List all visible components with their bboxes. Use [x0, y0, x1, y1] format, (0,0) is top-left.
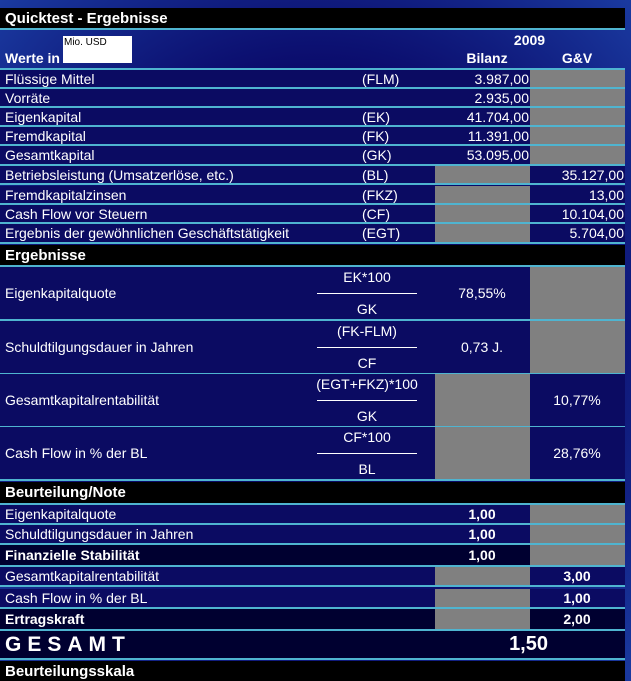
ratio-guv-value: 10,77% [553, 392, 601, 408]
ratio-guv-value [530, 321, 625, 373]
row-abbr: (FK) [362, 127, 390, 144]
guv-value[interactable] [530, 70, 625, 87]
grade-row [0, 567, 625, 587]
ratio-bilanz-value: 0,73 J. [460, 339, 504, 355]
input-row [0, 166, 625, 185]
year-label: 2009 [513, 32, 546, 48]
ratio-formula [317, 427, 417, 479]
formula-denominator: CF [357, 355, 377, 371]
section-beurteilung [0, 482, 625, 505]
formula-fraction-line [317, 453, 417, 454]
gesamt-label: GESAMT [5, 632, 131, 656]
ratio-label: Cash Flow in % der BL [5, 445, 148, 461]
bilanz-value[interactable] [435, 186, 530, 203]
bilanz-value[interactable]: 11.391,00 [467, 127, 529, 144]
row-label: Fremdkapitalzinsen [5, 186, 127, 203]
guv-value[interactable]: 10.104,00 [561, 205, 624, 222]
row-abbr: (GK) [362, 147, 392, 163]
grade-row [0, 609, 625, 631]
ratio-label: Gesamtkapitalrentabilität [5, 392, 160, 408]
guv-value[interactable]: 5.704,00 [569, 225, 624, 241]
grade-bilanz [435, 567, 530, 585]
input-row [0, 146, 625, 166]
grade-guv: 2,00 [563, 611, 591, 627]
formula-fraction-line [317, 293, 417, 294]
formula-numerator: (EGT+FKZ)*100 [316, 376, 418, 392]
input-row [0, 89, 625, 108]
grade-row [0, 589, 625, 609]
row-label: Gesamtkapital [5, 147, 95, 163]
title-bar [0, 8, 625, 30]
row-abbr: (EGT) [362, 225, 401, 241]
grade-label: Finanzielle Stabilität [5, 547, 140, 563]
formula-fraction-line [317, 400, 417, 401]
grade-bilanz [435, 589, 530, 607]
formula-denominator: GK [356, 301, 378, 317]
guv-value[interactable] [530, 146, 625, 164]
guv-value[interactable] [530, 108, 625, 125]
ratio-label: Schuldtilgungsdauer in Jahren [5, 339, 194, 355]
input-row [0, 108, 625, 127]
guv-value[interactable]: 13,00 [588, 186, 624, 203]
grade-label: Eigenkapitalquote [5, 506, 117, 522]
ratio-formula [317, 267, 417, 319]
row-label: Vorräte [5, 89, 51, 106]
ratio-guv-value [530, 267, 625, 319]
grade-row [0, 525, 625, 545]
row-abbr: (FLM) [362, 70, 400, 87]
formula-denominator: GK [356, 408, 378, 424]
grade-bilanz [435, 609, 530, 629]
ratio-bilanz-value [435, 374, 530, 426]
guv-value[interactable] [530, 89, 625, 106]
formula-numerator: CF*100 [343, 429, 391, 445]
ratio-row [0, 321, 625, 375]
guv-value[interactable] [530, 127, 625, 144]
werte-in-label: Werte in [5, 50, 60, 66]
row-label: Fremdkapital [5, 127, 86, 144]
bilanz-value[interactable]: 2.935,00 [474, 89, 529, 106]
section-title: Beurteilungsskala [5, 662, 135, 680]
bilanz-value[interactable]: 3.987,00 [474, 70, 529, 87]
row-abbr: (CF) [362, 205, 390, 222]
row-label: Flüssige Mittel [5, 70, 95, 87]
bilanz-value[interactable] [435, 166, 530, 183]
col-guv: G&V [561, 50, 593, 66]
ratio-formula [317, 321, 417, 373]
grade-bilanz: 1,00 [468, 547, 496, 563]
row-label: Ergebnis der gewöhnlichen Geschäftstätigkeit [5, 225, 290, 241]
row-abbr: (EK) [362, 108, 390, 125]
section-title: Ergebnisse [5, 246, 86, 264]
input-row [0, 70, 625, 89]
input-row [0, 127, 625, 146]
ratio-guv-value: 28,76% [553, 445, 601, 461]
guv-value[interactable]: 35.127,00 [561, 166, 624, 183]
grade-bilanz: 1,00 [468, 526, 496, 542]
grade-row [0, 545, 625, 567]
ratio-row [0, 427, 625, 481]
formula-numerator: (FK-FLM) [337, 323, 397, 339]
row-abbr: (BL) [362, 166, 389, 183]
bilanz-value[interactable]: 53.095,00 [466, 147, 529, 163]
grade-bilanz: 1,00 [468, 506, 496, 522]
gesamt-value: 1,50 [509, 633, 548, 655]
formula-fraction-line [317, 347, 417, 348]
ratio-label: Eigenkapitalquote [5, 285, 117, 301]
unit-input[interactable]: Mio. USD [63, 36, 132, 63]
ratio-row [0, 267, 625, 321]
grade-guv: 3,00 [563, 568, 591, 584]
col-bilanz: Bilanz [466, 50, 508, 66]
ratio-row [0, 374, 625, 428]
grade-guv: 1,00 [563, 590, 591, 606]
grade-label: Ertragskraft [5, 611, 85, 627]
input-row [0, 186, 625, 205]
row-abbr: (FKZ) [362, 186, 398, 203]
grade-guv [530, 525, 625, 543]
ratio-bilanz-value: 78,55% [458, 285, 506, 301]
grade-guv [530, 505, 625, 523]
section-ergebnisse [0, 245, 625, 267]
bilanz-value[interactable]: 41.704,00 [466, 108, 529, 125]
grade-label: Cash Flow in % der BL [5, 590, 148, 606]
sheet-title: Quicktest - Ergebnisse [5, 9, 168, 27]
input-row [0, 224, 625, 244]
section-beurteilungsskala [0, 661, 625, 681]
ratio-bilanz-value [435, 427, 530, 479]
grade-label: Gesamtkapitalrentabilität [5, 568, 160, 584]
formula-numerator: EK*100 [343, 269, 391, 285]
grade-label: Schuldtilgungsdauer in Jahren [5, 526, 194, 542]
formula-denominator: BL [358, 461, 376, 477]
grade-guv [530, 545, 625, 565]
ratio-formula [317, 374, 417, 426]
grade-row [0, 505, 625, 525]
bilanz-value[interactable] [435, 224, 530, 242]
row-label: Betriebsleistung (Umsatzerlöse, etc.) [5, 166, 234, 183]
gesamt-row [0, 631, 625, 660]
section-title: Beurteilung/Note [5, 484, 126, 501]
bilanz-value[interactable] [435, 205, 530, 222]
input-row [0, 205, 625, 224]
row-label: Cash Flow vor Steuern [5, 205, 148, 222]
row-label: Eigenkapital [5, 108, 82, 125]
